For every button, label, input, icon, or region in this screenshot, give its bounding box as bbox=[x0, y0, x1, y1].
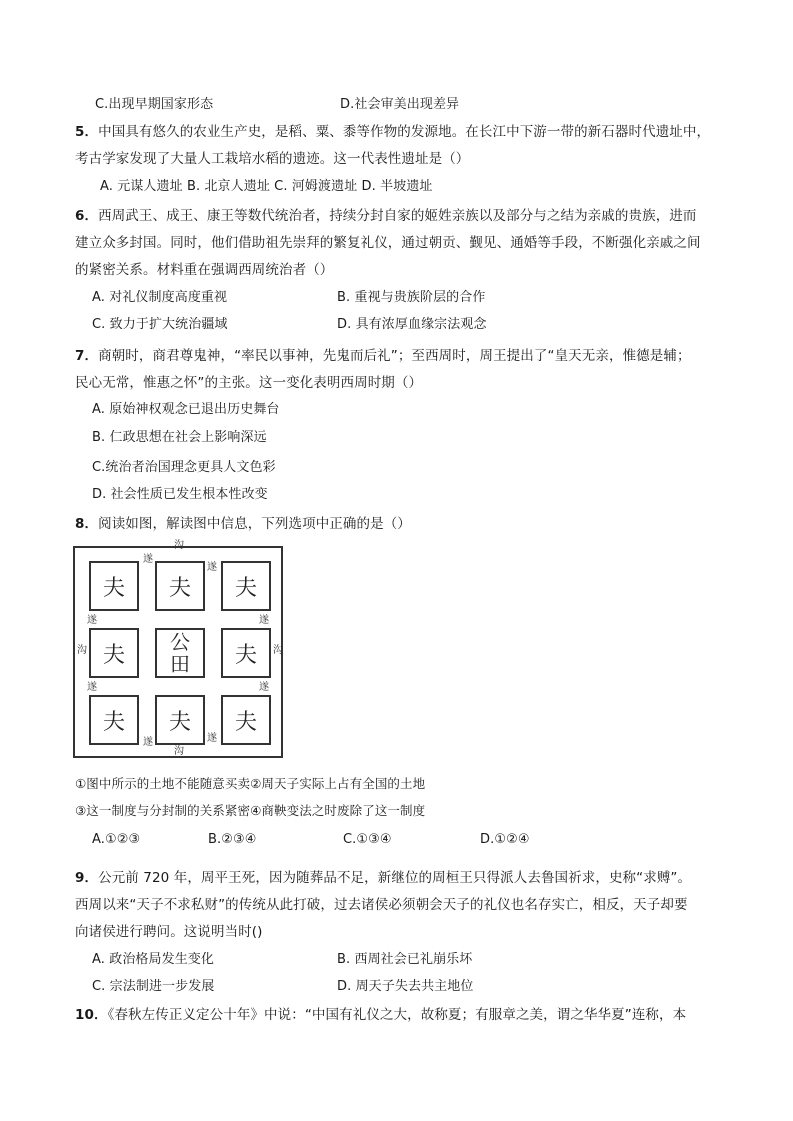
fu-plot-6: 夫 bbox=[89, 695, 139, 745]
q6-option-a: A. 对礼仪制度高度重视 bbox=[92, 290, 228, 305]
gou-label-left: 沟 bbox=[77, 645, 87, 656]
q7-text-1: 商朝时，商君尊鬼神，“率民以事神，先鬼而后礼”；至西周时，周王提出了“皇天无亲，惟德是辅； bbox=[98, 348, 691, 364]
q9-option-b: B. 西周社会已礼崩乐坏 bbox=[337, 952, 473, 967]
q9-number: 9． bbox=[75, 870, 99, 886]
well-field-diagram bbox=[73, 540, 287, 762]
q8-statements-2: ③这一制度与分封制的关系紧密④商鞅变法之时废除了这一制度 bbox=[75, 803, 426, 818]
q5-options: A. 元谋人遗址 B. 北京人遗址 C. 河姆渡遗址 D. 半坡遗址 bbox=[100, 179, 433, 194]
fu-plot-3: 夫 bbox=[221, 561, 271, 611]
q8-statements-1: ①图中所示的土地不能随意买卖②周天子实际上占有全国的土地 bbox=[75, 776, 426, 791]
q6-option-c: C. 致力于扩大统治疆域 bbox=[92, 317, 228, 332]
q8-option-c: C.①③④ bbox=[343, 832, 392, 847]
q8-text-1: 阅读如图，解读图中信息，下列选项中正确的是（） bbox=[98, 516, 411, 532]
q6-number: 6． bbox=[75, 208, 99, 224]
q5-text-1: 中国具有悠久的农业生产史，是稻、粟、黍等作物的发源地。在长江中下游一带的新石器时代遗址中， bbox=[98, 124, 711, 140]
fu-plot-2: 夫 bbox=[155, 561, 205, 611]
q6-text-3: 的紧密关系。材料重在强调西周统治者（） bbox=[75, 262, 334, 278]
q10-number: 10． bbox=[75, 1007, 108, 1023]
sui-label-4: 遂 bbox=[259, 615, 269, 626]
q7-option-b: B. 仁政思想在社会上影响深远 bbox=[92, 430, 267, 445]
sui-label-3: 遂 bbox=[87, 615, 97, 626]
q7-text-2: 民心无常，惟惠之怀”的主张。这一变化表明西周时期（） bbox=[75, 375, 423, 391]
sui-label-2: 遂 bbox=[207, 562, 217, 573]
q6-option-d: D. 具有浓厚血缘宗法观念 bbox=[337, 317, 487, 332]
q10-line-1 bbox=[75, 1005, 686, 1025]
q6-text-2: 建立众多封国。同时，他们借助祖先崇拜的繁复礼仪，通过朝贡、觐见、通婚等手段，不断强化亲戚之间 bbox=[75, 235, 701, 251]
q9-text-3: 向诸侯进行聘问。这说明当时() bbox=[75, 924, 263, 940]
q7-option-a: A. 原始神权观念已退出历史舞台 bbox=[92, 402, 280, 417]
q4-option-d: D.社会审美出现差异 bbox=[340, 97, 460, 112]
q6-line-1 bbox=[75, 206, 697, 226]
q6-text-1: 西周武王、成王、康王等数代统治者，持续分封自家的姬姓亲族以及部分与之结为亲戚的贵族，进而 bbox=[98, 208, 697, 224]
q9-option-a: A. 政治格局发生变化 bbox=[92, 952, 215, 967]
sui-label-6: 遂 bbox=[259, 682, 269, 693]
q8-option-a: A.①②③ bbox=[92, 832, 141, 847]
q9-text-2: 西周以来“天子不求私财”的传统从此打破，过去诸侯必须朝会天子的礼仪也名存实亡，相反，天子却要 bbox=[75, 897, 688, 913]
gou-label-top: 沟 bbox=[174, 540, 184, 551]
q8-option-d: D.①②④ bbox=[480, 832, 530, 847]
gou-label-right: 沟 bbox=[273, 645, 283, 656]
q9-line-1 bbox=[75, 868, 691, 888]
q8-line-1 bbox=[75, 514, 411, 534]
q9-option-d: D. 周天子失去共主地位 bbox=[337, 979, 474, 994]
q8-option-b: B.②③④ bbox=[208, 832, 257, 847]
q7-line-1 bbox=[75, 346, 691, 366]
gongtian-char-1: 公 bbox=[170, 630, 190, 654]
q5-line-1 bbox=[75, 122, 710, 142]
q5-text-2: 考古学家发现了大量人工栽培水稻的遗迹。这一代表性遗址是（） bbox=[75, 151, 470, 167]
fu-plot-1: 夫 bbox=[89, 561, 139, 611]
q4-option-c: C.出现早期国家形态 bbox=[95, 97, 214, 112]
sui-label-8: 遂 bbox=[207, 733, 217, 744]
q7-number: 7． bbox=[75, 348, 99, 364]
gongtian-plot bbox=[155, 628, 205, 678]
q6-option-b: B. 重视与贵族阶层的合作 bbox=[337, 290, 486, 305]
sui-label-1: 遂 bbox=[143, 554, 153, 565]
fu-plot-5: 夫 bbox=[221, 628, 271, 678]
fu-plot-7: 夫 bbox=[155, 695, 205, 745]
q5-number: 5． bbox=[75, 124, 99, 140]
q7-option-c: C.统治者治国理念更具人文色彩 bbox=[92, 460, 276, 475]
gongtian-char-2: 田 bbox=[170, 652, 190, 676]
q10-text-1: 《春秋左传正义定公十年》中说：“中国有礼仪之大，故称夏；有服章之美，谓之华华夏”连称，本 bbox=[107, 1007, 687, 1023]
sui-label-5: 遂 bbox=[87, 682, 97, 693]
q9-text-1: 公元前 720 年，周平王死，因为随葬品不足，新继位的周桓王只得派人去鲁国祈求，史称“求赙”。 bbox=[98, 870, 692, 886]
q9-option-c: C. 宗法制进一步发展 bbox=[92, 979, 215, 994]
q7-option-d: D. 社会性质已发生根本性改变 bbox=[92, 487, 268, 502]
q8-number: 8． bbox=[75, 516, 99, 532]
fu-plot-4: 夫 bbox=[89, 628, 139, 678]
sui-label-7: 遂 bbox=[143, 737, 153, 748]
fu-plot-8: 夫 bbox=[221, 695, 271, 745]
gou-label-bottom: 沟 bbox=[174, 746, 184, 757]
